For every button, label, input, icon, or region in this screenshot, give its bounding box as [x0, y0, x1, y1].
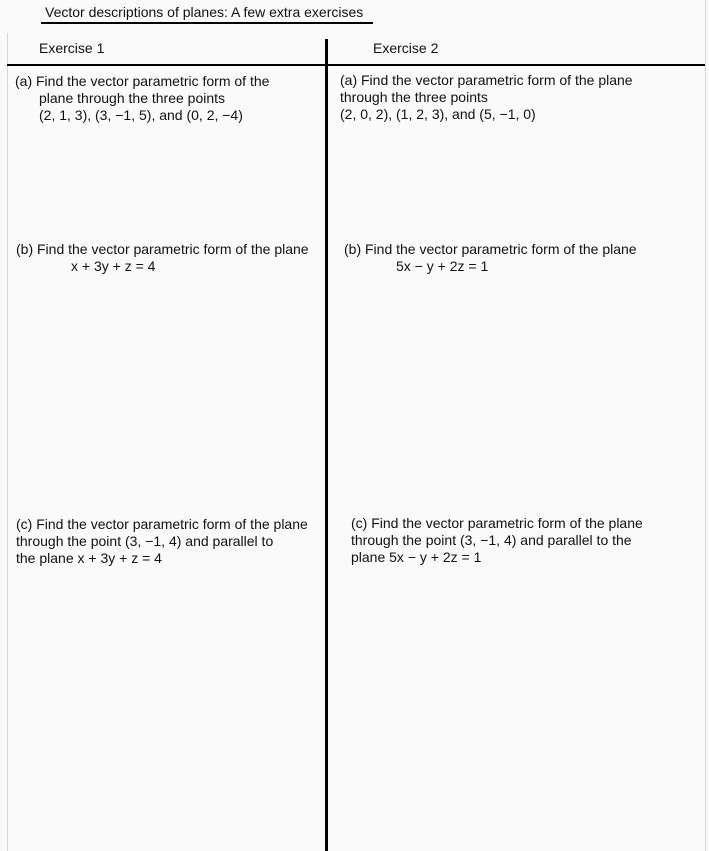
problem-line: (2, 0, 2), (1, 2, 3), and (5, −1, 0) — [340, 106, 536, 122]
page-edge-left — [7, 33, 8, 851]
title-underline — [41, 22, 373, 24]
column-divider — [325, 39, 328, 851]
exercise-2-problem-c — [351, 515, 643, 566]
problem-line: plane through the three points — [39, 90, 226, 106]
problem-line: through the three points — [340, 89, 488, 105]
problem-line: (b) Find the vector parametric form of the plane — [344, 241, 637, 257]
exercise-1-problem-a — [15, 73, 269, 124]
problem-line: (a) Find the vector parametric form of the — [15, 73, 270, 89]
exercise-1-problem-b — [16, 241, 309, 275]
problem-line: (c) Find the vector parametric form of the plane — [16, 516, 308, 532]
problem-equation: 5x − y + 2z = 1 — [396, 258, 489, 274]
problem-line: through the point (3, −1, 4) and parallel to — [16, 533, 274, 549]
problem-line: (2, 1, 3), (3, −1, 5), and (0, 2, −4) — [39, 107, 243, 123]
exercise-2-problem-b — [344, 241, 637, 275]
exercise-1-header: Exercise 1 — [39, 40, 105, 56]
problem-line: (b) Find the vector parametric form of the plane — [16, 241, 309, 257]
problem-line: (a) Find the vector parametric form of the plane — [340, 72, 633, 88]
problem-equation: x + 3y + z = 4 — [71, 258, 156, 274]
problem-line: (c) Find the vector parametric form of the plane — [351, 515, 643, 531]
problem-line: through the point (3, −1, 4) and parallel to the — [351, 532, 632, 548]
problem-line: plane 5x − y + 2z = 1 — [351, 549, 482, 565]
exercise-2-problem-a — [340, 72, 633, 123]
exercise-2-header: Exercise 2 — [373, 40, 439, 56]
page-edge-right — [705, 0, 706, 851]
problem-line: the plane x + 3y + z = 4 — [16, 550, 162, 566]
exercise-1-problem-c — [16, 516, 308, 567]
header-rule — [7, 64, 705, 66]
page-title: Vector descriptions of planes: A few extra exercises — [45, 4, 364, 20]
